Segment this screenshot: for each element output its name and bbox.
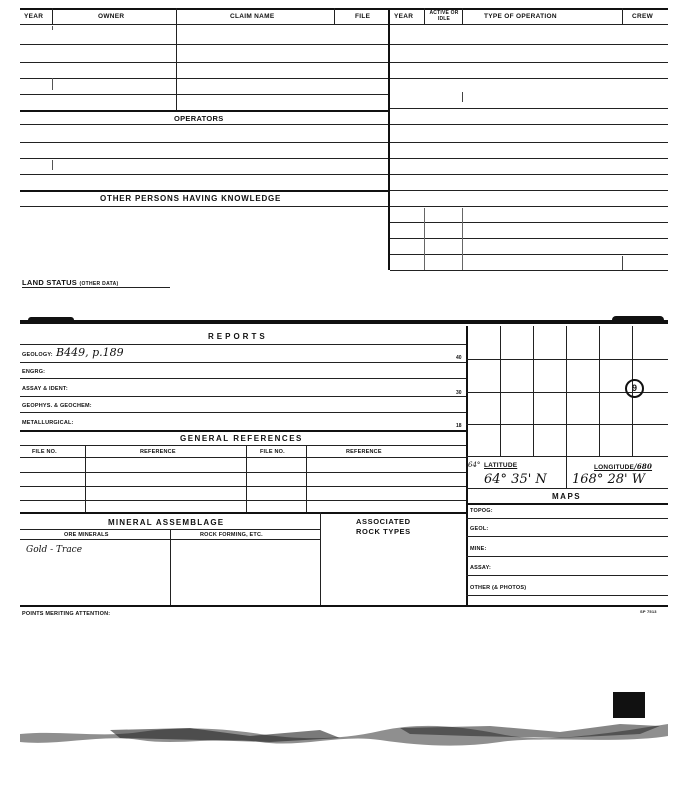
- points-top: [20, 605, 668, 607]
- ref-header-reference: REFERENCE: [140, 449, 176, 455]
- right-year-header: YEAR: [394, 13, 414, 20]
- scan-noise-band: [20, 716, 668, 756]
- maps-mine: MINE:: [470, 546, 487, 552]
- row-line: [466, 595, 668, 596]
- grid-number: 40: [456, 355, 462, 361]
- longitude-label: [594, 462, 652, 471]
- row-line: [20, 142, 390, 143]
- grid-col: [533, 326, 534, 456]
- row-line: [390, 270, 668, 271]
- row-line: [390, 254, 668, 255]
- row-line: [20, 412, 466, 413]
- row-line: [20, 124, 390, 125]
- row-line: [20, 94, 390, 95]
- row-line: [20, 445, 466, 446]
- tick: [622, 256, 623, 270]
- col-sep: [334, 8, 335, 24]
- type-of-operation-header: TYPE OF OPERATION: [484, 13, 557, 20]
- longitude-value: 168° 28' W: [572, 472, 646, 487]
- grid-number: 30: [456, 390, 462, 396]
- maps-label: MAPS: [552, 492, 582, 501]
- grid-col: [500, 326, 501, 456]
- grid-row: [466, 424, 668, 425]
- latitude-label: LATITUDE: [484, 462, 518, 469]
- row-line: [466, 536, 668, 537]
- col-sep: [306, 445, 307, 513]
- row-line: [390, 206, 668, 207]
- other-persons-label: OTHER PERSONS HAVING KNOWLEDGE: [100, 194, 282, 203]
- col-sep: [176, 8, 177, 24]
- maps-top: [466, 503, 668, 505]
- year-header: YEAR: [24, 13, 44, 20]
- mineral-top: [20, 512, 466, 514]
- row-line: [390, 44, 668, 45]
- grid-row: [466, 456, 668, 457]
- land-status-title: LAND STATUS: [22, 278, 78, 287]
- col-sep: [52, 8, 53, 24]
- geology-value: B449, p.189: [56, 346, 124, 359]
- row-line: [390, 62, 668, 63]
- claim-name-header: CLAIM NAME: [230, 13, 275, 20]
- form-code: SP 7513: [640, 609, 657, 614]
- latitude-value: 64° 35' N: [484, 472, 547, 487]
- row-line: [390, 142, 668, 143]
- land-status-label: [22, 278, 118, 287]
- col-sep: [462, 208, 463, 270]
- metallurgical-label: METALLURGICAL:: [22, 420, 74, 426]
- section-separator: [20, 320, 668, 324]
- ref-header-file-no: FILE NO.: [32, 449, 57, 455]
- row-line: [20, 206, 390, 207]
- active-idle-header: ACTIVE OR IDLE: [429, 10, 459, 22]
- tick: [52, 26, 53, 30]
- geology-label: GEOLOGY:: [22, 352, 53, 358]
- row-line: [20, 396, 466, 397]
- tick: [52, 78, 53, 90]
- operators-top: [20, 110, 390, 112]
- row-line: [20, 500, 466, 501]
- maps-geol: GEOL:: [470, 526, 489, 532]
- ref-header-reference-2: REFERENCE: [346, 449, 382, 455]
- owner-header: OWNER: [98, 13, 125, 20]
- row-line: [390, 124, 668, 125]
- rock-forming-header: ROCK FORMING, ETC.: [200, 532, 263, 538]
- associated-header: ASSOCIATED: [356, 517, 411, 526]
- points-label: POINTS MERITING ATTENTION:: [22, 611, 111, 617]
- maps-topog: TOPOG:: [470, 508, 493, 514]
- col-sep: [424, 8, 425, 24]
- row-line: [466, 575, 668, 576]
- ref-header-file-no-2: FILE NO.: [260, 449, 285, 455]
- row-line: [20, 62, 390, 63]
- row-line: [20, 44, 390, 45]
- center-divider: [388, 8, 390, 270]
- longitude-label-text: LONGITUDE: [594, 464, 635, 471]
- row-line: [466, 556, 668, 557]
- row-line: [20, 362, 466, 363]
- col-sep: [170, 529, 171, 605]
- ore-minerals-header: ORE MINERALS: [64, 532, 109, 538]
- assay-label: ASSAY & IDENT:: [22, 386, 68, 392]
- lat-prefix: 64°: [468, 461, 481, 469]
- row-line: [390, 158, 668, 159]
- general-references-title: GENERAL REFERENCES: [180, 434, 303, 443]
- engrg-label: ENGRG:: [22, 369, 46, 375]
- col-sep: [566, 456, 567, 488]
- row-line: [20, 457, 466, 458]
- tick: [52, 160, 53, 170]
- col-sep: [320, 512, 321, 605]
- ore-minerals-value: Gold - Trace: [26, 545, 83, 555]
- grid-row: [466, 359, 668, 360]
- circled-mark: 9: [625, 379, 644, 398]
- operators-label: OPERATORS: [174, 114, 224, 123]
- row-line: [20, 174, 390, 175]
- other-persons-top: [20, 190, 390, 192]
- tick: [462, 92, 463, 102]
- land-status-underline: [22, 287, 170, 288]
- rock-types-header: ROCK TYPES: [356, 527, 411, 536]
- row-line: [20, 378, 466, 379]
- separator-blob: [612, 316, 664, 324]
- land-status-sub: (OTHER DATA): [79, 281, 119, 287]
- col-sep: [176, 24, 177, 110]
- row-line: [466, 488, 668, 489]
- separator-blob: [28, 317, 74, 323]
- geophys-label: GEOPHYS. & GEOCHEM:: [22, 403, 92, 409]
- col-sep: [622, 8, 623, 24]
- scan-mark: [613, 692, 645, 718]
- row-line: [20, 158, 390, 159]
- row-line: [390, 222, 668, 223]
- row-line: [20, 78, 390, 79]
- top-border: [20, 8, 668, 10]
- row-line: [390, 238, 668, 239]
- row-line: [20, 486, 466, 487]
- col-sep: [85, 445, 86, 513]
- row-line: [466, 518, 668, 519]
- row-line: [20, 472, 466, 473]
- file-header: FILE: [355, 13, 371, 20]
- col-sep: [424, 208, 425, 270]
- right-header-bottom: [390, 24, 668, 25]
- row-line: [390, 108, 668, 109]
- crew-header: CREW: [632, 13, 654, 20]
- maps-other: OTHER (& PHOTOS): [470, 585, 527, 591]
- reports-title: REPORTS: [208, 332, 268, 341]
- row-line: [20, 344, 466, 345]
- grid-col: [566, 326, 567, 456]
- row-line: [390, 78, 668, 79]
- grid-number: 18: [456, 423, 462, 429]
- col-sep: [246, 445, 247, 513]
- grid-col: [599, 326, 600, 456]
- header-bottom-line: [20, 24, 390, 25]
- general-references-top: [20, 430, 466, 432]
- row-line: [390, 190, 668, 191]
- maps-assay: ASSAY:: [470, 565, 492, 571]
- col-sep: [462, 8, 463, 24]
- row-line: [390, 174, 668, 175]
- mineral-title: MINERAL ASSEMBLAGE: [108, 518, 225, 527]
- long-suffix: /680: [634, 462, 653, 471]
